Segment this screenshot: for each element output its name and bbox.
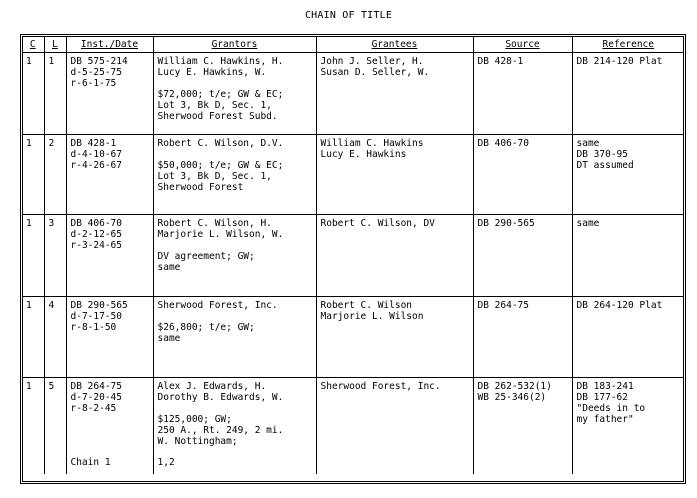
- reference-line: DB 183-241: [576, 381, 634, 392]
- header-c: C: [22, 37, 44, 53]
- cell-c: 1: [22, 53, 44, 135]
- grantor-note-line: $26,800; t/e; GW;: [157, 322, 255, 333]
- chain-of-title-table: [22, 37, 684, 474]
- grantor-note-line: $50,000; t/e; GW & EC;: [157, 160, 284, 171]
- cell-grantors: [153, 215, 316, 297]
- cell-l: 3: [44, 215, 66, 297]
- inst-line: r-4-26-67: [70, 160, 122, 171]
- grantor-note-line: 250 A., Rt. 249, 2 mi.: [157, 425, 284, 436]
- cell-c: 1: [26, 381, 32, 392]
- header-grantees: Grantees: [316, 37, 473, 53]
- reference-line: same: [576, 218, 600, 229]
- grantor-note-line: Sherwood Forest: [157, 182, 244, 193]
- grantor-line: Alex J. Edwards, H.: [157, 381, 267, 392]
- source-line: DB 406-70: [477, 138, 529, 149]
- reference-line: DB 177-62: [576, 392, 628, 403]
- cell-c: 1: [22, 215, 44, 297]
- cell-inst-date: [66, 53, 153, 135]
- table-row: [22, 215, 684, 297]
- source-line: WB 25-346(2): [477, 392, 547, 403]
- cell-grantors: [153, 378, 316, 475]
- inst-line: d-7-17-50: [70, 311, 122, 322]
- inst-line: d-7-20-45: [70, 392, 122, 403]
- grantor-line: William C. Hawkins, H.: [157, 56, 284, 67]
- cell-reference: [572, 215, 684, 297]
- grantee-line: Robert C. Wilson, DV: [320, 218, 435, 229]
- cell-l: 1: [44, 53, 66, 135]
- cell-l: 5: [44, 378, 66, 475]
- cell-grantees: [316, 215, 473, 297]
- table-row: [22, 297, 684, 378]
- inst-line: r-6-1-75: [70, 78, 117, 89]
- grantee-line: John J. Seller, H.: [320, 56, 424, 67]
- header-l: L: [44, 37, 66, 53]
- grantor-note-line: same: [157, 262, 181, 273]
- cell-c: 1: [22, 135, 44, 215]
- inst-line: d-4-10-67: [70, 149, 122, 160]
- grantor-note-line: Lot 3, Bk D, Sec. 1,: [157, 100, 272, 111]
- header-inst-date: Inst./Date: [66, 37, 153, 53]
- source-line: DB 428-1: [477, 56, 524, 67]
- inst-line: DB 406-70: [70, 218, 122, 229]
- chain-label: Chain 1: [70, 457, 111, 468]
- table-row: [22, 378, 684, 475]
- inst-line: d-5-25-75: [70, 67, 122, 78]
- grantor-line: Sherwood Forest, Inc.: [157, 300, 278, 311]
- cell-grantors: [153, 297, 316, 378]
- cell-c: 1: [22, 297, 44, 378]
- cell-source: [473, 215, 572, 297]
- inst-line: DB 428-1: [70, 138, 117, 149]
- grantor-line: Robert C. Wilson, H.: [157, 218, 272, 229]
- cell-reference: [572, 135, 684, 215]
- header-row: [22, 37, 684, 53]
- inst-line: r-3-24-65: [70, 240, 122, 251]
- cell-reference: [572, 53, 684, 135]
- grantor-note-line: Sherwood Forest Subd.: [157, 111, 278, 122]
- grantee-line: Lucy E. Hawkins: [320, 149, 407, 160]
- grantee-line: Robert C. Wilson: [320, 300, 413, 311]
- grantor-line: Dorothy B. Edwards, W.: [157, 392, 284, 403]
- inst-line: r-8-1-50: [70, 322, 117, 333]
- cell-source: [473, 297, 572, 378]
- inst-line: DB 264-75: [70, 381, 122, 392]
- reference-line: "Deeds in to: [576, 403, 646, 414]
- grantee-line: Sherwood Forest, Inc.: [320, 381, 441, 392]
- inst-line: DB 290-565: [70, 300, 128, 311]
- header-grantors: Grantors: [153, 37, 316, 53]
- cell-reference: [572, 378, 684, 475]
- grantor-line: Lucy E. Hawkins, W.: [157, 67, 267, 78]
- source-line: DB 290-565: [477, 218, 535, 229]
- cell-inst-date: [66, 135, 153, 215]
- grantor-note-line: W. Nottingham;: [157, 436, 238, 447]
- cell-grantors: [153, 135, 316, 215]
- cell-grantees: [316, 297, 473, 378]
- source-line: DB 264-75: [477, 300, 529, 311]
- header-reference: Reference: [572, 37, 684, 53]
- table-row: [22, 53, 684, 135]
- cell-grantees: [316, 378, 473, 475]
- cell-l: 2: [44, 135, 66, 215]
- reference-line: DB 370-95: [576, 149, 628, 160]
- grantor-note-line: $125,000; GW;: [157, 414, 232, 425]
- table-row: [22, 135, 684, 215]
- footnote-refs: 1,2: [157, 457, 175, 468]
- inst-line: DB 575-214: [70, 56, 128, 67]
- cell-l: 4: [44, 297, 66, 378]
- grantor-note-line: same: [157, 333, 181, 344]
- cell-source: [473, 135, 572, 215]
- cell-inst-date: [66, 215, 153, 297]
- header-source: Source: [473, 37, 572, 53]
- grantor-note-line: DV agreement; GW;: [157, 251, 255, 262]
- cell-grantees: [316, 135, 473, 215]
- reference-line: DB 264-120 Plat: [576, 300, 663, 311]
- grantor-line: Marjorie L. Wilson, W.: [157, 229, 284, 240]
- cell-inst-date: [66, 297, 153, 378]
- reference-line: DT assumed: [576, 160, 634, 171]
- cell-source: [473, 53, 572, 135]
- cell-grantees: [316, 53, 473, 135]
- grantor-note-line: Lot 3, Bk D, Sec. 1,: [157, 171, 272, 182]
- reference-line: DB 214-120 Plat: [576, 56, 663, 67]
- page-title: CHAIN OF TITLE: [304, 10, 393, 21]
- source-line: DB 262-532(1): [477, 381, 552, 392]
- grantor-note-line: $72,000; t/e; GW & EC;: [157, 89, 284, 100]
- cell-grantors: [153, 53, 316, 135]
- grantee-line: William C. Hawkins: [320, 138, 424, 149]
- cell-source: [473, 378, 572, 475]
- inst-line: r-8-2-45: [70, 403, 117, 414]
- cell-inst-date: [66, 378, 153, 475]
- cell-reference: [572, 297, 684, 378]
- inst-line: d-2-12-65: [70, 229, 122, 240]
- grantee-line: Marjorie L. Wilson: [320, 311, 424, 322]
- grantee-line: Susan D. Seller, W.: [320, 67, 430, 78]
- grantor-line: Robert C. Wilson, D.V.: [157, 138, 284, 149]
- reference-line: same: [576, 138, 600, 149]
- reference-line: my father": [576, 414, 634, 425]
